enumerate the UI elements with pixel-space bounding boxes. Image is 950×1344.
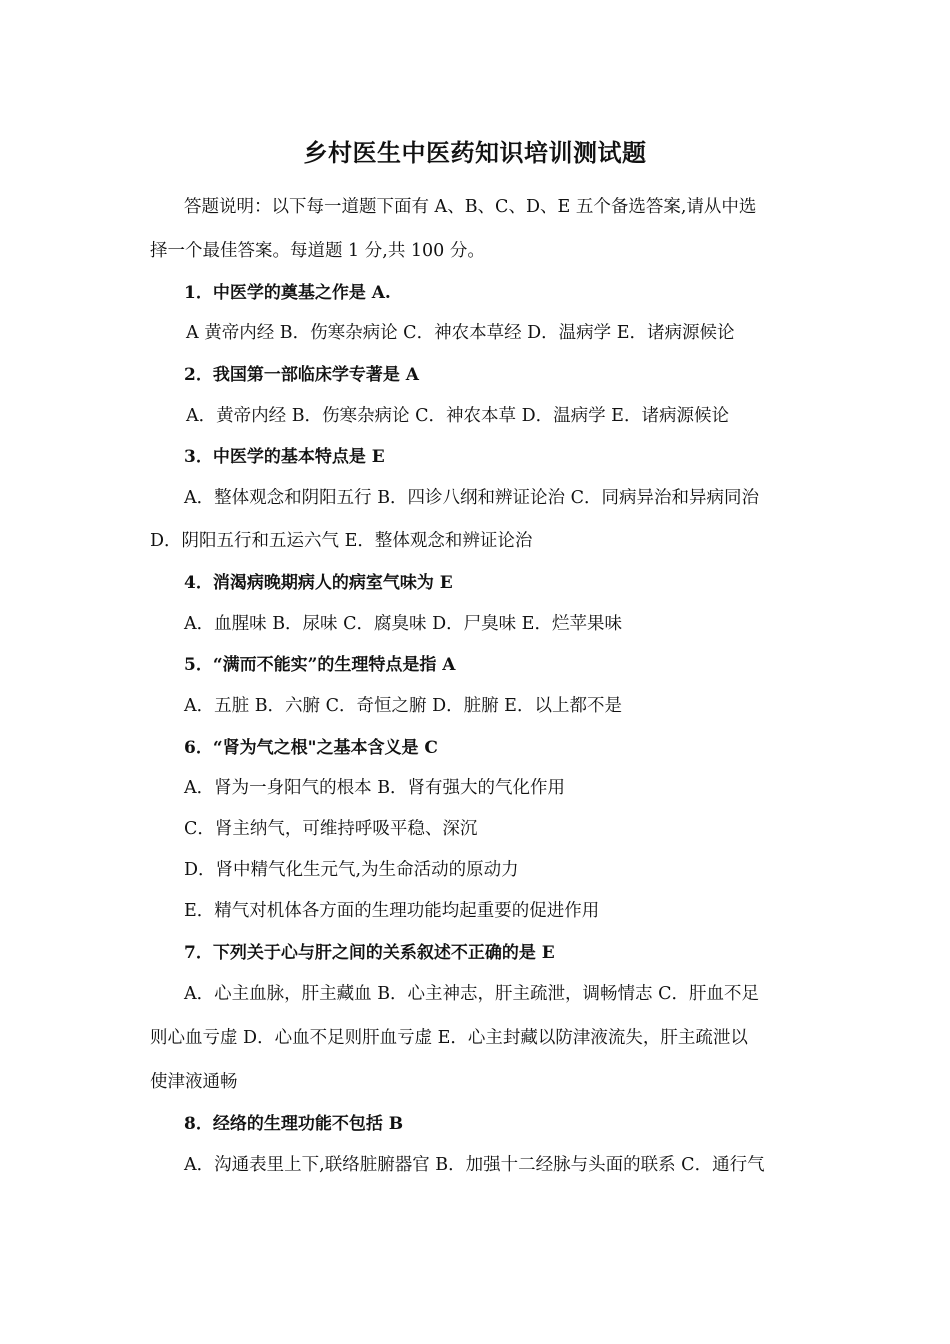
question-3-options-line-2: D．阴阳五行和五运六气 E．整体观念和辨证论治 [150, 531, 533, 551]
question-7-options-line-1: A．心主血脉，肝主藏血 B．心主神志，肝主疏泄，调畅情志 C．肝血不足 [184, 984, 760, 1004]
question-6-stem: 6．“肾为气之根"之基本含义是 C [184, 738, 438, 758]
question-2-stem: 2．我国第一部临床学专著是 A [184, 365, 419, 385]
question-2-options: A．黄帝内经 B．伤寒杂病论 C．神农本草 D．温病学 E．诸病源候论 [186, 406, 729, 426]
question-6-option-c: C．肾主纳气，可维持呼吸平稳、深沉 [184, 819, 478, 839]
intro-line-1: 答题说明：以下每一道题下面有 A、B、C、D、E 五个备选答案,请从中选 [184, 197, 757, 217]
question-1-stem: 1．中医学的奠基之作是 A. [184, 283, 391, 303]
question-4-options: A．血腥味 B．尿味 C．腐臭味 D．尸臭味 E．烂苹果味 [184, 614, 622, 634]
question-6-option-e: E．精气对机体各方面的生理功能均起重要的促进作用 [184, 901, 600, 921]
question-7-options-line-2: 则心血亏虚 D．心血不足则肝血亏虚 E．心主封藏以防津液流失，肝主疏泄以 [150, 1028, 748, 1048]
document-title: 乡村医生中医药知识培训测试题 [303, 138, 647, 167]
question-8-options-line-1: A．沟通表里上下,联络脏腑器官 B．加强十二经脉与头面的联系 C．通行气 [184, 1155, 765, 1175]
intro-line-2: 择一个最佳答案。每道题 1 分,共 100 分。 [150, 241, 485, 261]
question-6-option-d: D．肾中精气化生元气,为生命活动的原动力 [184, 860, 519, 880]
question-7-stem: 7．下列关于心与肝之间的关系叙述不正确的是 E [184, 943, 555, 963]
question-6-option-a-b: A．肾为一身阳气的根本 B．肾有强大的气化作用 [184, 778, 566, 798]
question-8-stem: 8．经络的生理功能不包括 B [184, 1114, 404, 1134]
question-5-options: A．五脏 B．六腑 C．奇恒之腑 D．脏腑 E．以上都不是 [184, 696, 622, 716]
question-3-options-line-1: A．整体观念和阴阳五行 B．四诊八纲和辨证论治 C．同病异治和异病同治 [184, 488, 760, 508]
question-3-stem: 3．中医学的基本特点是 E [184, 447, 385, 467]
question-4-stem: 4．消渴病晚期病人的病室气味为 E [184, 573, 453, 593]
question-7-options-line-3: 使津液通畅 [150, 1072, 238, 1092]
question-5-stem: 5．“满而不能实”的生理特点是指 A [184, 655, 456, 675]
question-1-options: A 黄帝内经 B．伤寒杂病论 C．神农本草经 D．温病学 E．诸病源候论 [186, 323, 735, 343]
